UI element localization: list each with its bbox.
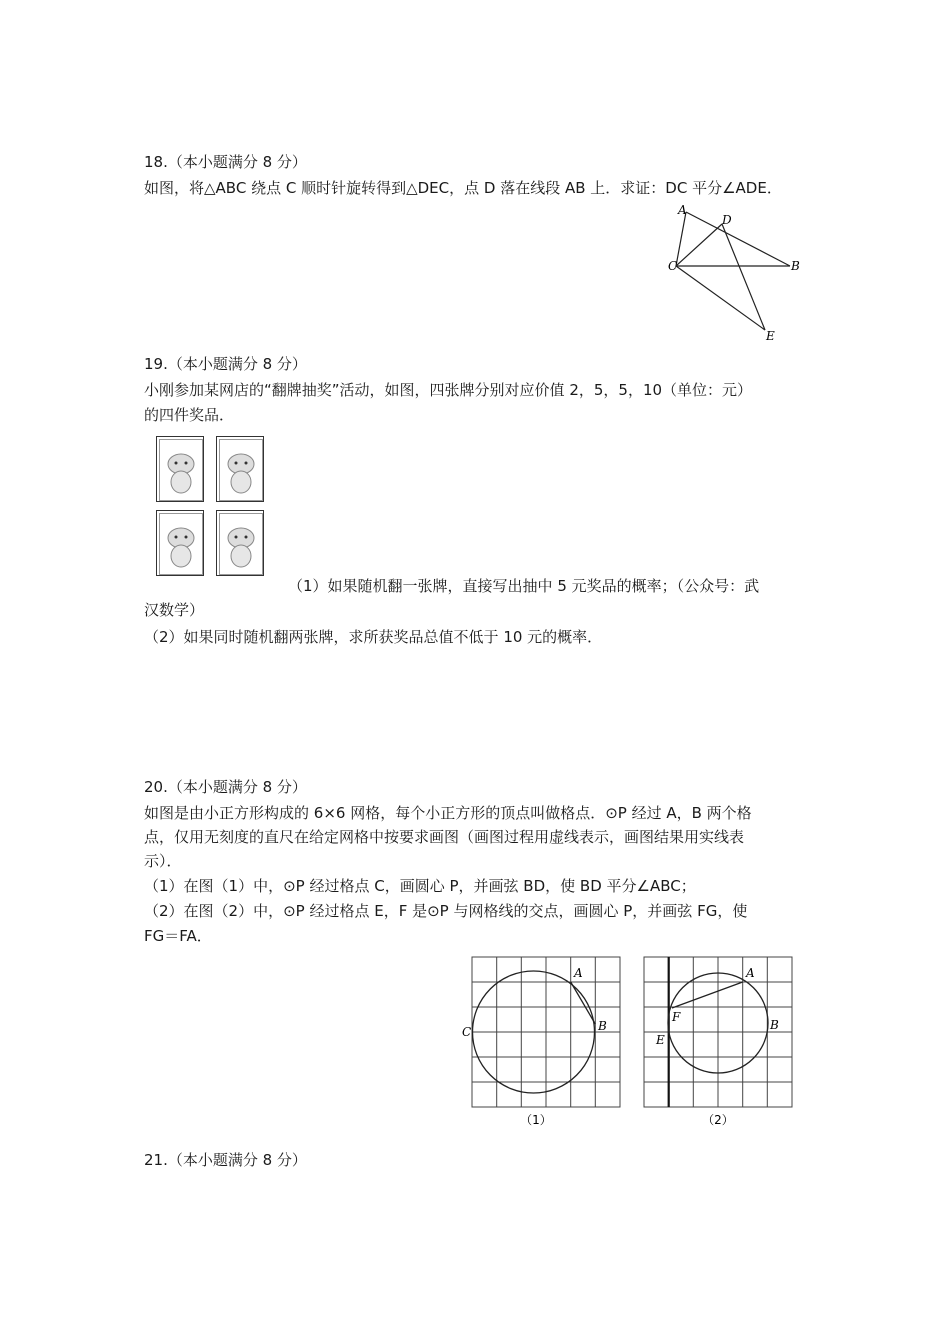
label-A: A <box>678 203 687 217</box>
q20-part2-line1: （2）在图（2）中，⊙P 经过格点 E，F 是⊙P 与网格线的交点，画圆心 P，并画弦 FG，使 <box>144 902 748 920</box>
q19-statement-1: 小刚参加某网店的“翻牌抽奖”活动，如图，四张牌分别对应价值 2，5，5，10（单位：元） <box>144 381 753 399</box>
q20-grid-figure-1 <box>460 952 630 1132</box>
hamster-card-icon <box>220 440 262 500</box>
q19-heading: 19.（本小题满分 8 分） <box>144 355 307 373</box>
hamster-card-icon <box>160 514 202 574</box>
prize-card <box>156 510 204 576</box>
fig2-label-B: B <box>770 1018 779 1032</box>
fig2-label-F: F <box>672 1010 681 1024</box>
q20-part1: （1）在图（1）中，⊙P 经过格点 C，画圆心 P，并画弦 BD，使 BD 平分∠ABC； <box>144 877 696 895</box>
fig1-caption: （1） <box>520 1113 552 1127</box>
q18-statement: 如图，将△ABC 绕点 C 顺时针旋转得到△DEC，点 D 落在线段 AB 上．求证：DC 平分∠ADE． <box>144 179 782 197</box>
fig1-label-C: C <box>462 1025 472 1039</box>
fig2-caption: （2） <box>702 1113 734 1127</box>
q19-card-grid <box>156 436 268 578</box>
fig2-label-E: E <box>656 1033 665 1047</box>
fig1-label-B: B <box>598 1019 607 1033</box>
q20-statement-1: 如图是由小正方形构成的 6×6 网格，每个小正方形的顶点叫做格点．⊙P 经过 A，B 两个格 <box>144 804 752 822</box>
q21-heading: 21.（本小题满分 8 分） <box>144 1151 307 1169</box>
q18-heading: 18.（本小题满分 8 分） <box>144 153 307 171</box>
q20-grid-figure-2 <box>636 952 806 1132</box>
q20-statement-3: 示）． <box>144 852 182 870</box>
q20-part2-line2: FG＝FA． <box>144 927 212 945</box>
label-C: C <box>668 259 678 273</box>
q19-part1-line2: 汉数学） <box>144 601 205 619</box>
q18-triangle-figure <box>660 200 820 345</box>
q20-statement-2: 点，仅用无刻度的直尺在给定网格中按要求画图（画图过程用虚线表示，画图结果用实线表 <box>144 828 745 846</box>
prize-card <box>216 436 264 502</box>
label-D: D <box>722 213 732 227</box>
label-E: E <box>766 329 775 343</box>
q20-heading: 20.（本小题满分 8 分） <box>144 778 307 796</box>
hamster-card-icon <box>160 440 202 500</box>
q19-part2: （2）如果同时随机翻两张牌，求所获奖品总值不低于 10 元的概率． <box>144 628 603 646</box>
prize-card <box>216 510 264 576</box>
q19-statement-2: 的四件奖品． <box>144 406 235 424</box>
hamster-card-icon <box>220 514 262 574</box>
prize-card <box>156 436 204 502</box>
fig1-label-A: A <box>574 966 583 980</box>
q19-part1-line1: （1）如果随机翻一张牌，直接写出抽中 5 元奖品的概率；（公众号：武 <box>288 577 760 595</box>
label-B: B <box>791 259 800 273</box>
fig2-label-A: A <box>746 966 755 980</box>
